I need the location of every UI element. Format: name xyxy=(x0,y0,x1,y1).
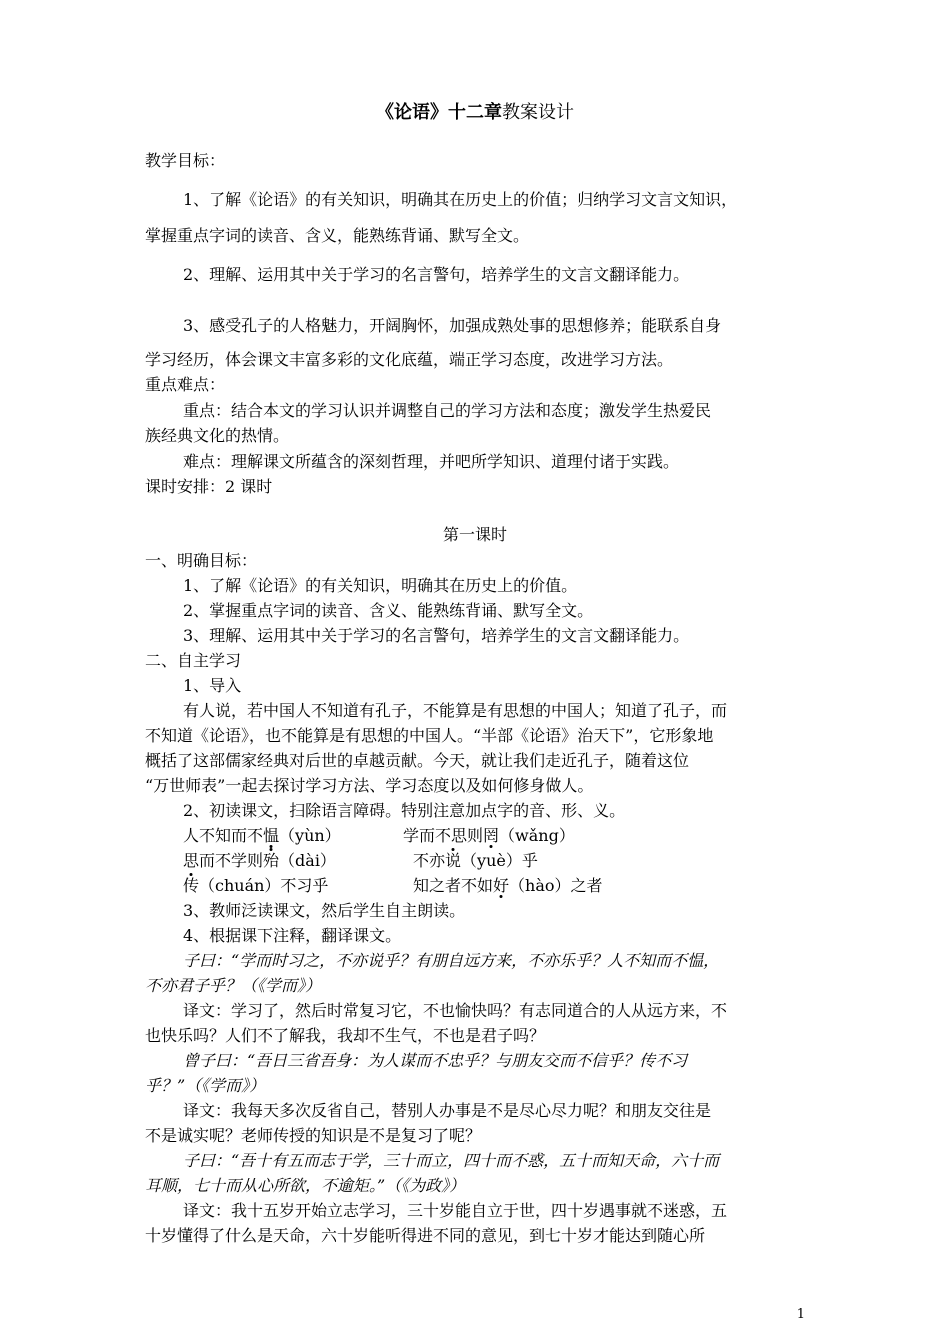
page-number: 1 xyxy=(796,1307,805,1322)
dotted-char: 殆 xyxy=(263,851,280,870)
quote-2-line-1: 曾子曰：“吾日三省吾身：为人谋而不忠乎？与朋友交而不信乎？传不习 xyxy=(183,1051,688,1070)
step-1: 1、导入 xyxy=(183,676,242,695)
quote-3-line-2: 耳顺，七十而从心所欲，不逾矩。”（《为政》） xyxy=(145,1176,466,1195)
pronunciation-item xyxy=(403,823,575,849)
pron-text: 知之者不如 xyxy=(413,876,494,895)
intro-line: “万世师表”一起去探讨学习方法、学习态度以及如何修身做人。 xyxy=(145,776,594,795)
section-1-item: 3、理解、运用其中关于学习的名言警句，培养学生的文言文翻译能力。 xyxy=(183,626,690,645)
lesson-title: 第一课时 xyxy=(442,525,507,544)
translation-1-line-1: 译文：学习了，然后时常复习它，不也愉快吗？有志同道合的人从远方来，不 xyxy=(183,1001,728,1020)
pron-text: 学而不思则 xyxy=(403,826,484,845)
pron-text: 不亦 xyxy=(413,851,446,870)
translation-3-line-2: 十岁懂得了什么是天命，六十岁能听得进不同的意见，到七十岁才能达到随心所 xyxy=(145,1226,706,1245)
pronunciation-item xyxy=(183,823,341,849)
step-4: 4、根据课下注释，翻译课文。 xyxy=(183,926,402,945)
quote-1-line-1: 子曰：“学而时习之，不亦说乎？有朋自远方来，不亦乐乎？人不知而不愠， xyxy=(183,951,720,970)
pronunciation-item xyxy=(183,873,328,899)
quote-3-line-1: 子曰：“吾十有五而志于学，三十而立，四十而不惑，五十而知天命，六十而 xyxy=(183,1151,720,1170)
dotted-char: 好 xyxy=(493,876,510,895)
quote-1-line-2: 不亦君子乎？（《学而》） xyxy=(145,976,322,995)
translation-3-line-1: 译文：我十五岁开始立志学习，三十岁能自立于世，四十岁遇事就不迷惑，五 xyxy=(183,1201,728,1220)
quote-2-line-2: 乎？”（《学而》） xyxy=(145,1076,266,1095)
pron-text: 人不知而不 xyxy=(183,826,264,845)
pron-text: 思而不学则 xyxy=(183,851,264,870)
title-bold: 《论语》十二章 xyxy=(376,102,502,123)
goal-1-line-1: 1、了解《论语》的有关知识，明确其在历史上的价值；归纳学习文言文知识， xyxy=(183,190,738,209)
pron-pinyin: （dài） xyxy=(279,851,336,870)
class-hours: 课时安排：2 课时 xyxy=(145,477,273,496)
dotted-char: 说 xyxy=(445,851,462,870)
section-1-heading: 一、明确目标： xyxy=(145,551,258,570)
section-2-heading: 二、自主学习 xyxy=(145,651,242,670)
goal-1-line-2: 掌握重点字词的读音、含义，能熟练背诵、默写全文。 xyxy=(145,226,530,245)
dotted-char: 罔 xyxy=(483,826,500,845)
document-title xyxy=(0,98,950,124)
pronunciation-item xyxy=(183,848,336,874)
pronunciation-item xyxy=(413,848,538,874)
dotted-char: 传 xyxy=(183,876,200,895)
key-heading: 重点难点： xyxy=(145,375,226,394)
dotted-char: 愠 xyxy=(263,826,280,845)
key-point-line-2: 族经典文化的热情。 xyxy=(145,426,290,445)
intro-line: 概括了这部儒家经典对后世的卓越贡献。今天，就让我们走近孔子，随着这位 xyxy=(145,751,690,770)
step-3: 3、教师泛读课文，然后学生自主朗读。 xyxy=(183,901,466,920)
pron-pinyin: （hào）之者 xyxy=(509,876,603,895)
translation-2-line-1: 译文：我每天多次反省自己，替别人办事是不是尽心尽力呢？和朋友交往是 xyxy=(183,1101,712,1120)
translation-1-line-2: 也快乐吗？人们不了解我，我却不生气，不也是君子吗？ xyxy=(145,1026,546,1045)
goal-3-line-1: 3、感受孔子的人格魅力，开阔胸怀，加强成熟处事的思想修养；能联系自身 xyxy=(183,316,722,335)
goal-3-line-2: 学习经历，体会课文丰富多彩的文化底蕴，端正学习态度，改进学习方法。 xyxy=(145,350,674,369)
key-point-line-1: 重点：结合本文的学习认识并调整自己的学习方法和态度；激发学生热爱民 xyxy=(183,401,712,420)
section-1-item: 1、了解《论语》的有关知识，明确其在历史上的价值。 xyxy=(183,576,578,595)
goals-heading: 教学目标： xyxy=(145,151,226,170)
title-rest: 教案设计 xyxy=(502,102,574,123)
goal-2: 2、理解、运用其中关于学习的名言警句，培养学生的文言文翻译能力。 xyxy=(183,265,690,284)
translation-2-line-2: 不是诚实呢？老师传授的知识是不是复习了呢？ xyxy=(145,1126,482,1145)
pron-pinyin: （chuán）不习乎 xyxy=(199,876,329,895)
pron-pinyin: （wǎng） xyxy=(499,826,575,845)
intro-line: 不知道《论语》，也不能算是有思想的中国人。“半部《论语》治天下”，它形象地 xyxy=(145,726,714,745)
difficulty: 难点：理解课文所蕴含的深刻哲理，并吧所学知识、道理付诸于实践。 xyxy=(183,452,680,471)
intro-line: 有人说，若中国人不知道有孔子，不能算是有思想的中国人；知道了孔子，而 xyxy=(183,701,728,720)
pron-pinyin: （yùn） xyxy=(279,826,341,845)
step-2: 2、初读课文，扫除语言障碍。特别注意加点字的音、形、义。 xyxy=(183,801,626,820)
section-1-item: 2、掌握重点字词的读音、含义、能熟练背诵、默写全文。 xyxy=(183,601,594,620)
pronunciation-item xyxy=(413,873,603,899)
pron-pinyin: （yuè）乎 xyxy=(461,851,538,870)
